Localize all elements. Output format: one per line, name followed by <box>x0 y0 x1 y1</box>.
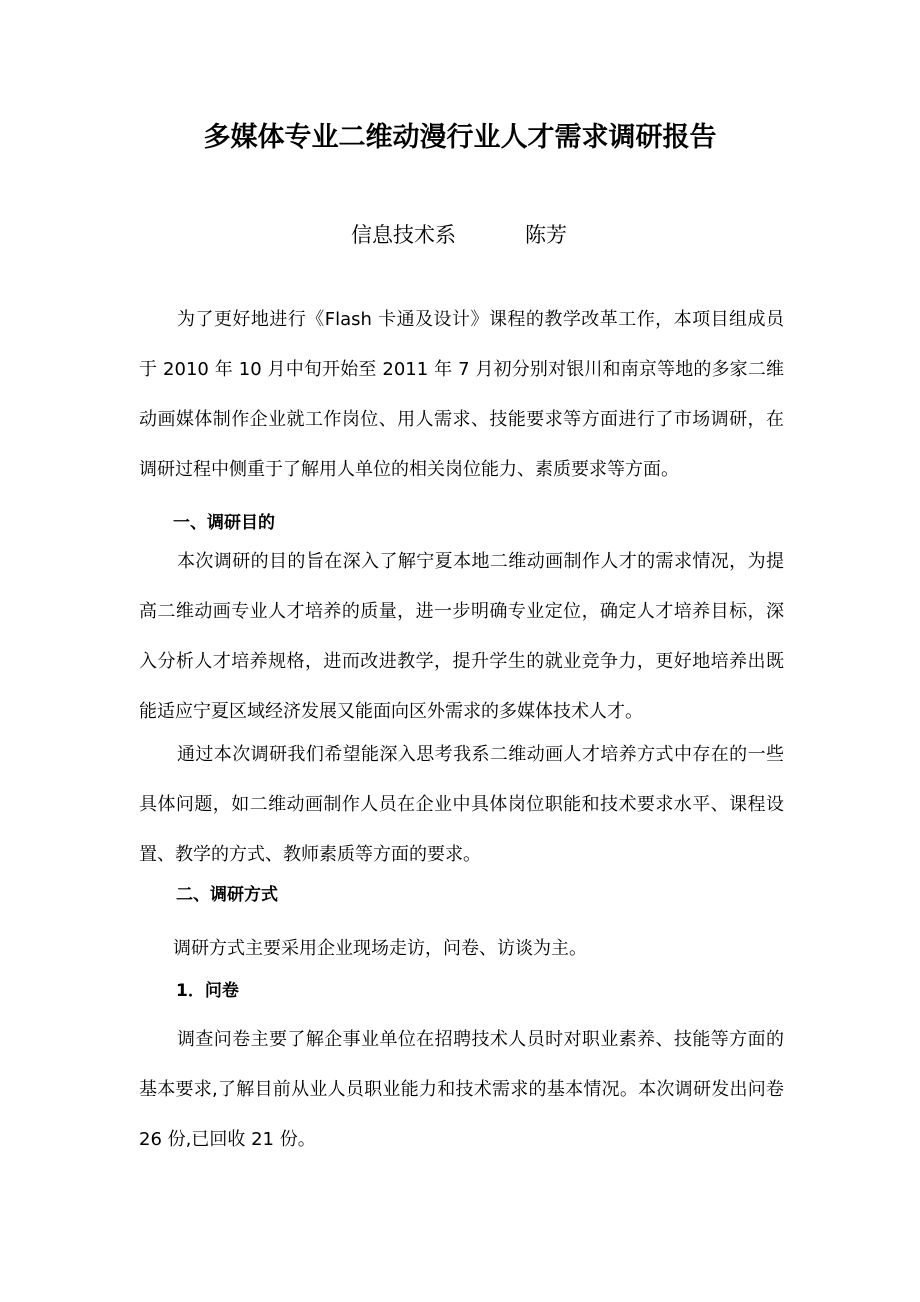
department-name: 信息技术系 <box>351 223 456 247</box>
purpose-paragraph-2: 通过本次调研我们希望能深入思考我系二维动画人才培养方式中存在的一些具体问题，如二维动画制作人员在企业中具体岗位职能和技术要求水平、课程设置、教学的方式、教师素质等方面的要求。 <box>139 744 784 865</box>
section-heading-method: 二、调研方式 <box>176 885 278 905</box>
byline <box>0 218 920 252</box>
author-name: 陈芳 <box>525 223 567 247</box>
section-heading-purpose: 一、调研目的 <box>173 513 275 533</box>
document-title: 多媒体专业二维动漫行业人才需求调研报告 <box>203 122 717 153</box>
purpose-paragraph-1: 本次调研的目的旨在深入了解宁夏本地二维动画制作人才的需求情况，为提高二维动画专业人才培养的质量，进一步明确专业定位，确定人才培养目标，深入分析人才培养规格，进而改进教学，提升学生的就业竞争力，更好地培养出既能适应宁夏区域经济发展又能面向区外需求的多媒体技术人才。 <box>139 551 784 722</box>
intro-paragraph: 为了更好地进行《Flash 卡通及设计》课程的教学改革工作，本项目组成员于 2010 年 10 月中旬开始至 2011 年 7 月初分别对银川和南京等地的多家二维动画媒体制作企业就工作岗位、用人需求、技能要求等方面进行了市场调研，在调研过程中侧重于了解用人单位的相关岗位能力、素质要求等方面。 <box>139 309 784 480</box>
method-paragraph: 调研方式主要采用企业现场走访，问卷、访谈为主。 <box>173 938 587 959</box>
subsection-heading-questionnaire: 1．问卷 <box>176 981 239 1001</box>
questionnaire-paragraph: 调查问卷主要了解企事业单位在招聘技术人员时对职业素养、技能等方面的基本要求,了解目前从业人员职业能力和技术需求的基本情况。本次调研发出问卷 26 份,已回收 21 份。 <box>139 1029 784 1150</box>
